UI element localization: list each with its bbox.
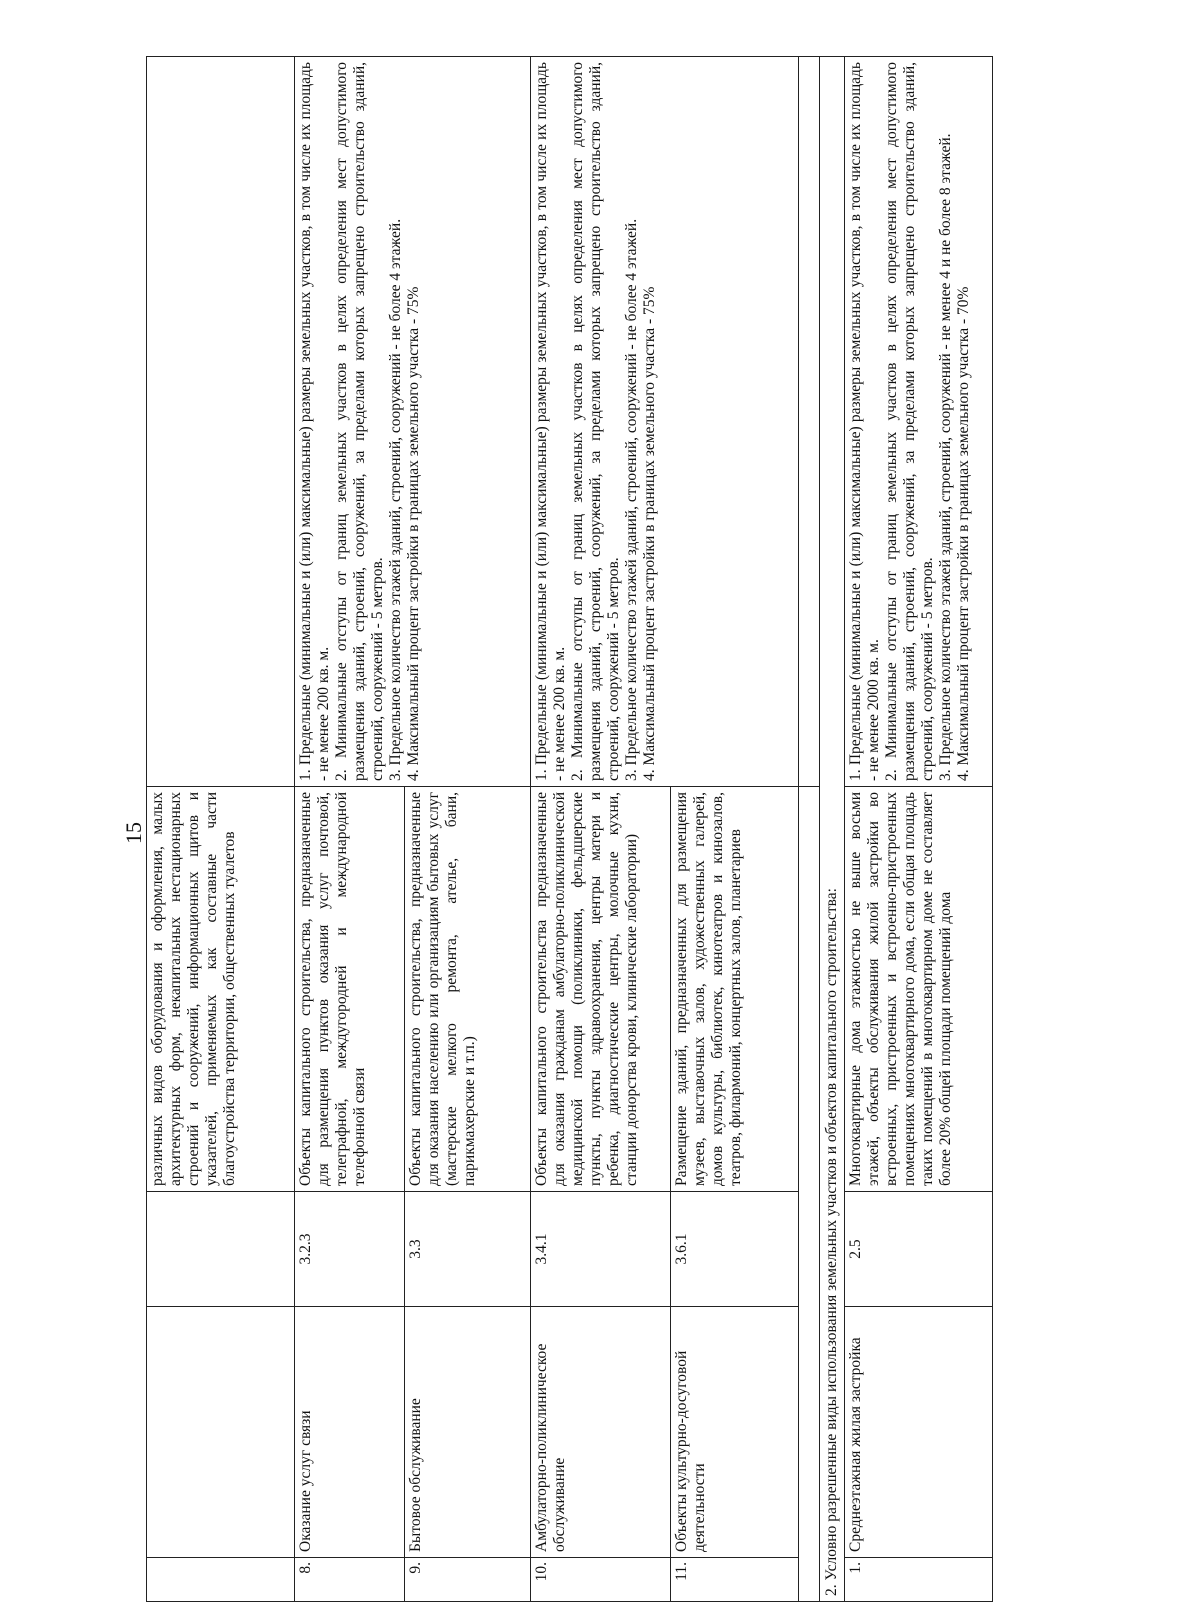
- table-row: [531, 57, 671, 1602]
- use-description: Объекты капитального строительства предназначенные для оказания гражданам амбулаторно-поликлинической медицинской помощи (поликлиники, фельдшерские пункты, пункты здравоохранения, центры матери и ребенка, диагностические центры, молочные кухни, станции донорства крови, клинические лаборатории): [531, 787, 671, 1192]
- param-item: 2. Минимальные отступы от границ земельных участков в целях определения мест допустимого размещения зданий, строений, сооружений, за пределами которых запрещено строительство зданий, строений, сооружений - 5 метров.: [882, 62, 936, 781]
- use-description: различных видов оборудования и оформления, малых архитектурных форм, некапитальных нестационарных строений и сооружений, информационных щитов и указателей, применяемых как составные части благоустройства территории, общественных туалетов: [147, 787, 295, 1192]
- table-row: [147, 57, 295, 1602]
- use-name: Амбулаторно-поликлиническое обслуживание: [531, 1307, 671, 1558]
- use-code: 3.4.1: [531, 1192, 671, 1307]
- use-code: 2.5: [844, 1192, 992, 1307]
- row-number: 9.: [405, 1558, 531, 1602]
- param-item: 4. Максимальный процент застройки в границах земельного участка - 75%: [640, 286, 658, 781]
- row-number: 8.: [295, 1558, 405, 1602]
- use-name: Объекты культурно-досуговой деятельности: [671, 1307, 799, 1558]
- use-name: Оказание услуг связи: [295, 1307, 405, 1558]
- use-code: 3.2.3: [295, 1192, 405, 1307]
- row-number: 11.: [671, 1558, 799, 1602]
- param-item: 4. Максимальный процент застройки в границах земельного участка - 70%: [954, 286, 972, 781]
- param-item: 2. Минимальные отступы от границ земельных участков в целях определения мест допустимого размещения зданий, строений, сооружений, за пределами которых запрещено строительство зданий, строений, сооружений - 5 метров.: [332, 62, 386, 781]
- use-code: 3.6.1: [671, 1192, 799, 1307]
- use-description: Многоквартирные дома этажностью не выше восьми этажей, объекты обслуживания жилой застройки во встроенных, пристроенных и встроенно-пристроенных помещениях многоквартирного дома, если общая площадь таких помещений в многоквартирном доме не составляет более 20% общей площади помещений дома: [844, 787, 992, 1192]
- zoning-table: [146, 56, 993, 1602]
- params-cell: [147, 57, 295, 787]
- use-description: Объекты капитального строительства, предназначенные для оказания населению или организациям бытовых услуг (мастерские мелкого ремонта, ателье, бани, парикмахерские и т.п.): [405, 787, 531, 1192]
- section-title: 2. Условно разрешенные виды использования земельных участков и объектов капитального строительства:: [820, 57, 845, 1602]
- use-description: Размещение зданий, предназначенных для размещения музеев, выставочных залов, художественных галерей, домов культуры, библиотек, кинотеатров и кинозалов, театров, филармоний, концертных залов, планетариев: [671, 787, 799, 1192]
- table-row: [844, 57, 992, 1602]
- param-item: 1. Предельные (минимальные и (или) максимальные) размеры земельных участков, в том числе их площадь - не менее 2000 кв. м.: [846, 62, 882, 781]
- rotated-table-container: [146, 57, 1059, 1602]
- row-number: 1.: [844, 1558, 992, 1602]
- use-description: Объекты капитального строительства, предназначенные для размещения пунктов оказания услуг почтовой, телеграфной, междугородней и международной телефонной связи: [295, 787, 405, 1192]
- table-row: [799, 57, 820, 1602]
- param-item: 2. Минимальные отступы от границ земельных участков в целях определения мест допустимого размещения зданий, строений, сооружений, за пределами которых запрещено строительство зданий, строений, сооружений - 5 метров.: [568, 62, 622, 781]
- page-number: 15: [121, 822, 146, 844]
- row-number: [147, 1558, 295, 1602]
- param-item: 4. Максимальный процент застройки в границах земельного участка - 75%: [404, 286, 422, 781]
- param-item: 1. Предельные (минимальные и (или) максимальные) размеры земельных участков, в том числе их площадь - не менее 200 кв. м.: [297, 62, 332, 781]
- use-code: 3.3: [405, 1192, 531, 1307]
- table-row: [295, 57, 405, 1602]
- use-name: Среднеэтажная жилая застройка: [844, 1307, 992, 1558]
- params-cell: [295, 57, 531, 787]
- param-item: 3. Предельное количество этажей зданий, строений, сооружений - не более 4 этажей.: [386, 218, 404, 781]
- use-code: [147, 1192, 295, 1307]
- use-name: Бытовое обслуживание: [405, 1307, 531, 1558]
- param-item: 1. Предельные (минимальные и (или) максимальные) размеры земельных участков, в том числе их площадь - не менее 200 кв. м.: [533, 62, 568, 781]
- row-number: 10.: [531, 1558, 671, 1602]
- param-item: 3. Предельное количество этажей зданий, строений, сооружений - не менее 4 и не более 8 этажей.: [936, 133, 954, 781]
- section-header-row: [820, 57, 845, 1602]
- use-name: [147, 1307, 295, 1558]
- param-item: 3. Предельное количество этажей зданий, строений, сооружений - не более 4 этажей.: [622, 218, 640, 781]
- params-cell: [531, 57, 799, 787]
- params-cell: [844, 57, 992, 787]
